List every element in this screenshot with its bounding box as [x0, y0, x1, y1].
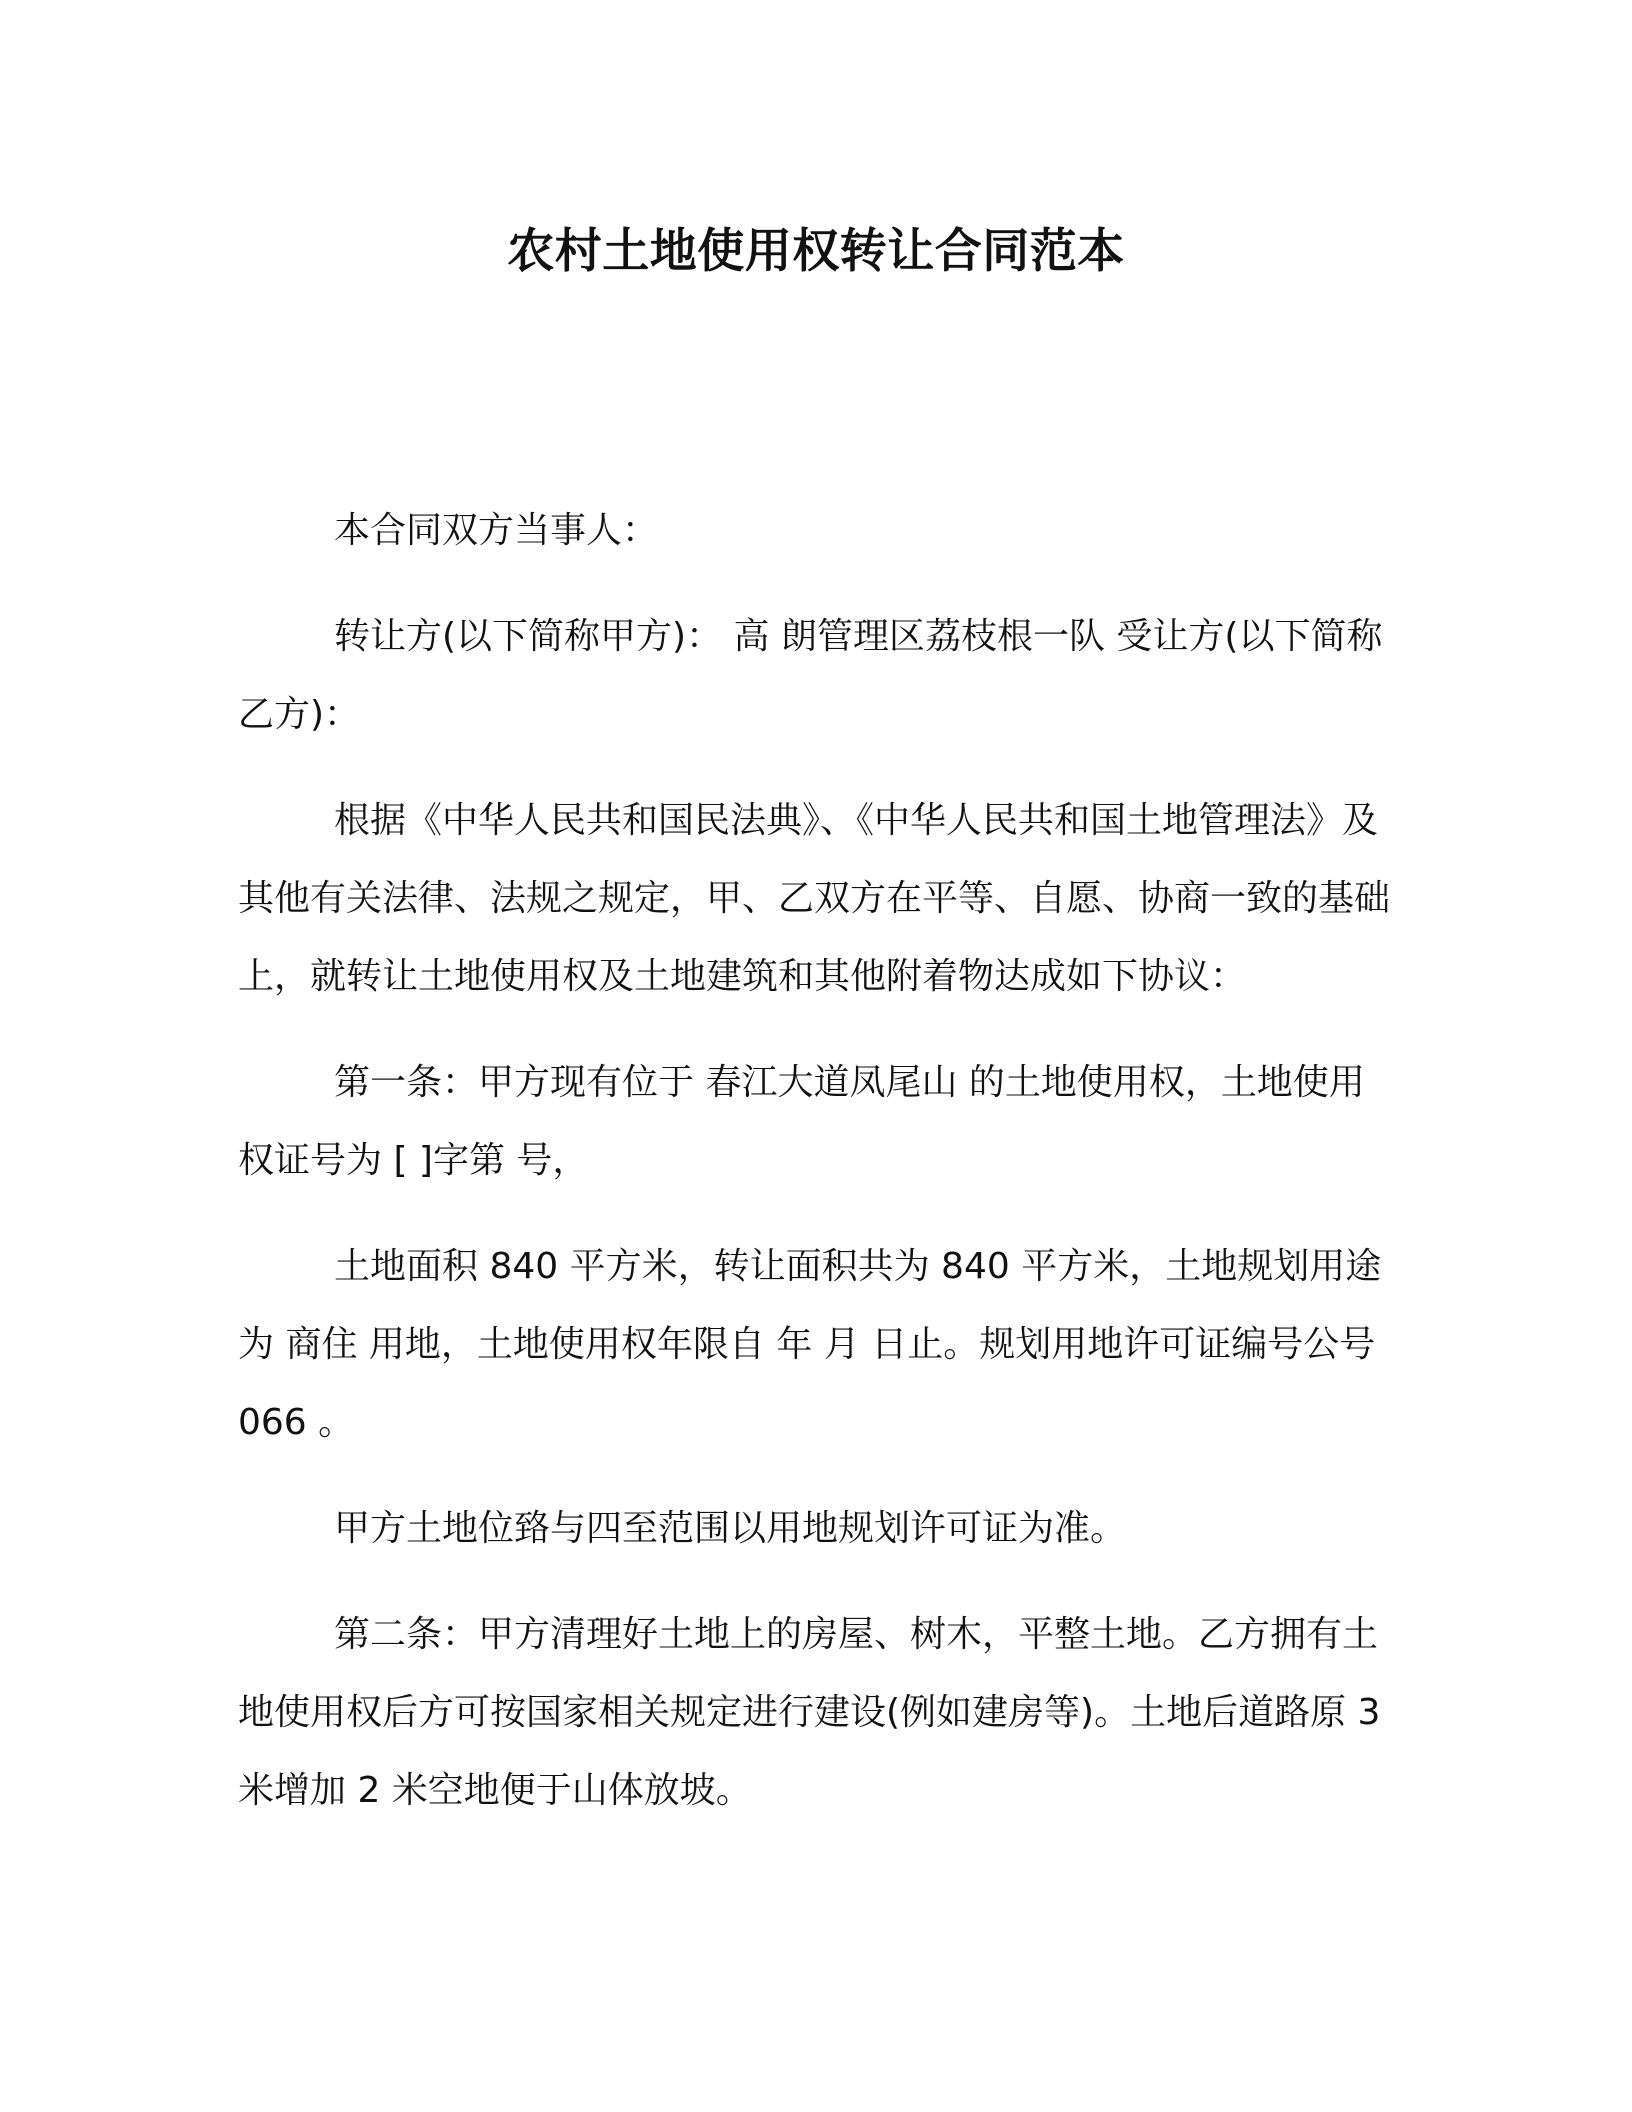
article-1-paragraph: 第一条：甲方现有位于 春江大道凤尾山 的土地使用权，土地使用权证号为 [ ]字第 号，: [238, 1062, 1365, 1181]
land-boundary-paragraph: 甲方土地位臵与四至范围以用地规划许可证为准。: [334, 1508, 1127, 1549]
parties-heading-paragraph: 本合同双方当事人：: [334, 510, 659, 551]
document-title: 农村土地使用权转让合同范本: [507, 224, 1125, 279]
article-2-paragraph: 第二条：甲方清理好土地上的房屋、树木，平整土地。乙方拥有土地使用权后方可按国家相关规定进行建设(例如建房等)。土地后道路原 3 米增加 2 米空地便于山体放坡。: [238, 1614, 1392, 1811]
document-body: [238, 492, 1398, 1830]
parties-paragraph: 转让方(以下简称甲方)： 高 朗管理区荔枝根一队 受让方(以下简称乙方)：: [238, 616, 1383, 735]
legal-basis-paragraph: 根据《中华人民共和国民法典》、《中华人民共和国土地管理法》及其他有关法律、法规之规定，甲、乙双方在平等、自愿、协商一致的基础上，就转让土地使用权及土地建筑和其他附着物达成如下协议：: [238, 800, 1391, 997]
land-area-paragraph: 土地面积 840 平方米，转让面积共为 840 平方米，土地规划用途为 商住 用地，土地使用权年限自 年 月 日止。规划用地许可证编号公号 066 。: [238, 1246, 1387, 1443]
